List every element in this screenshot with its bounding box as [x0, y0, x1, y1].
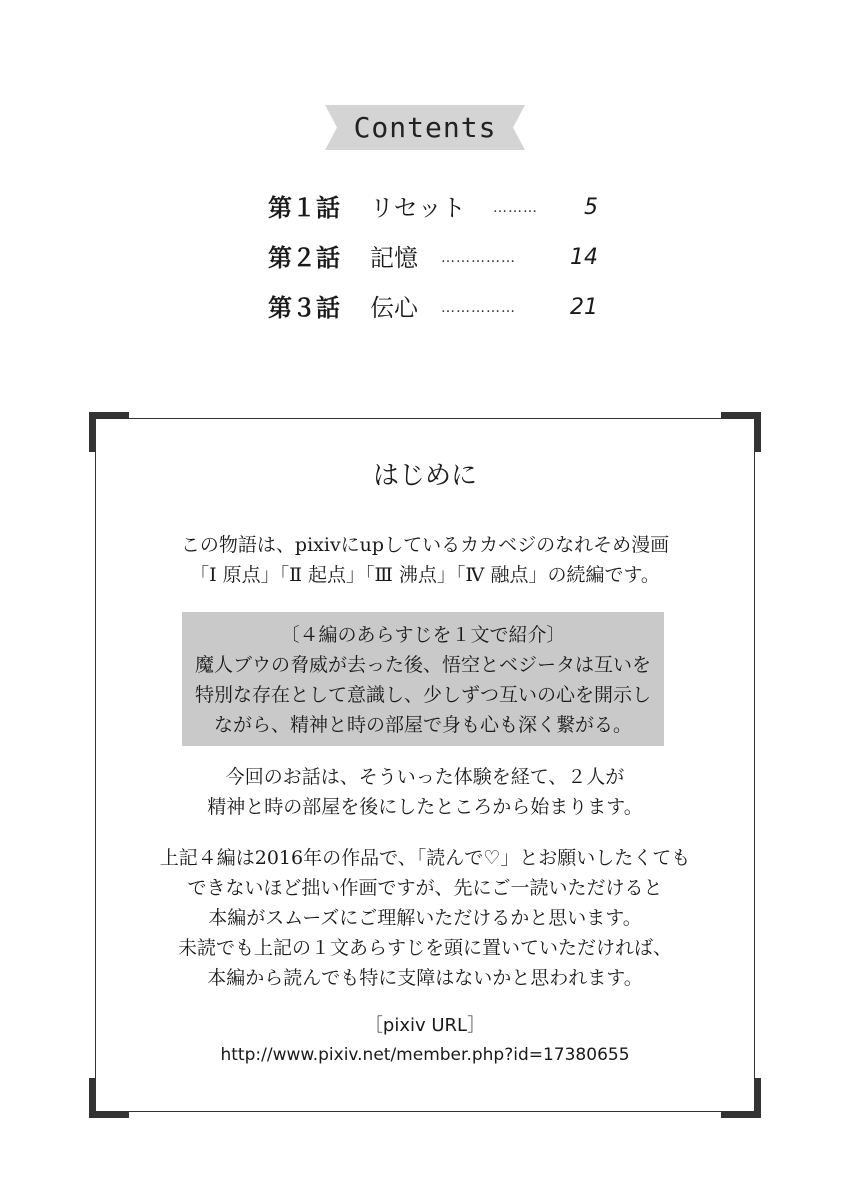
chapter-number: 第２話: [268, 243, 340, 272]
text-line: 上記４編は2016年の作品で、「読んで♡」とお願いしたくても: [159, 847, 691, 869]
chapter-page: 5: [584, 195, 598, 220]
text-line: できないほど拙い作画ですが、先にご一読いただけると: [187, 877, 663, 899]
table-of-contents: [268, 188, 598, 338]
intro-heading: はじめに: [372, 461, 477, 491]
text-line: 魔人ブウの脅威が去った後、悟空とベジータは互いを: [194, 654, 651, 676]
chapter-number: 第３話: [268, 293, 340, 322]
toc-row[interactable]: [268, 238, 598, 288]
leader-dots: ……………: [441, 300, 516, 316]
text-line: この物語は、pixivにupしているカカベジのなれそめ漫画: [180, 534, 670, 556]
corner-bracket-top-left: [89, 412, 129, 452]
text-line: 本編がスムーズにご理解いただけるかと思います。: [208, 907, 642, 929]
chapter-title: リセット: [370, 194, 466, 222]
text-line: 精神と時の部屋を後にしたところから始まります。: [207, 796, 643, 818]
corner-bracket-top-right: [721, 412, 761, 452]
chapter-page: 14: [570, 245, 598, 270]
contents-title: Contents: [353, 111, 497, 144]
text-line: ながら、精神と時の部屋で身も心も深く繋がる。: [213, 714, 632, 736]
pixiv-url-link[interactable]: http://www.pixiv.net/member.php?id=17380655: [220, 1045, 630, 1065]
story-paragraph: [95, 762, 755, 822]
chapter-title: 伝心: [370, 294, 418, 322]
pixiv-url-label: ［pixiv URL］: [364, 1015, 486, 1036]
chapter-title: 記憶: [370, 244, 418, 272]
chapter-number: 第１話: [268, 193, 340, 222]
contents-banner: [325, 105, 525, 150]
text-line: 本編から読んでも特に支障はないかと思われます。: [207, 967, 643, 989]
toc-row[interactable]: [268, 288, 598, 338]
summary-title: 〔４編のあらすじを１文で紹介〕: [280, 624, 566, 646]
text-line: 今回のお話は、そういった体験を経て、２人が: [225, 766, 625, 788]
leader-dots: ……………: [441, 250, 516, 266]
corner-bracket-bottom-left: [89, 1078, 129, 1118]
intro-paragraph: [95, 530, 755, 590]
text-line: 未読でも上記の１文あらすじを頭に置いていただければ、: [177, 937, 672, 959]
notes-paragraph: [95, 843, 755, 993]
chapter-page: 21: [570, 295, 598, 320]
text-line: 特別な存在として意識し、少しずつ互いの心を開示し: [194, 684, 651, 706]
summary-box: [182, 612, 664, 746]
text-line: 「Ⅰ 原点」「Ⅱ 起点」「Ⅲ 沸点」「Ⅳ 融点」の続編です。: [190, 564, 660, 586]
leader-dots: ………: [493, 200, 538, 216]
corner-bracket-bottom-right: [721, 1078, 761, 1118]
toc-row[interactable]: [268, 188, 598, 238]
